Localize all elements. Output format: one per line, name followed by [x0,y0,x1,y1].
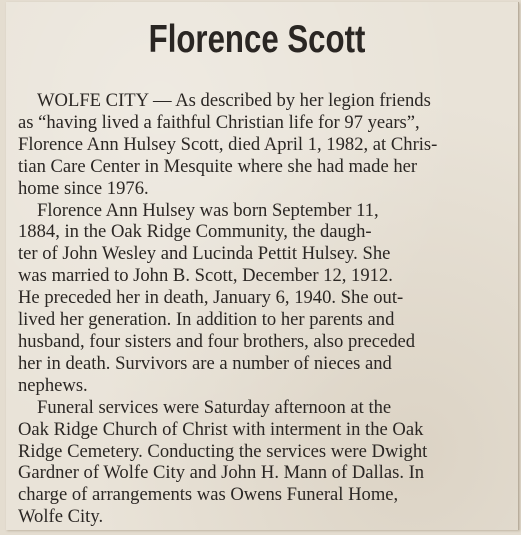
text-line: Ridge Cemetery. Conducting the services were Dwight [18,440,428,462]
text-line: Gardner of Wolfe City and John H. Mann of Dallas. In [18,462,425,484]
text-line: WOLFE CITY — As described by her legion friends [37,90,431,111]
text-line: 1884, in the Oak Ridge Community, the daugh- [18,221,372,243]
text-line: husband, four sisters and four brothers, also preceded [18,330,416,352]
text-line: Wolfe City. [18,506,104,528]
text-line: ter of John Wesley and Lucinda Pettit Hulsey. She [18,243,391,265]
paragraph-3 [18,397,516,528]
text-line: was married to John B. Scott, December 12, 1912. [18,265,393,287]
text-line: her in death. Survivors are a number of nieces and [18,352,392,374]
text-line: Oak Ridge Church of Christ with interment in the Oak [18,418,424,440]
text-line: He preceded her in death, January 6, 1940. She out- [18,287,404,309]
text-line: Florence Ann Hulsey was born September 11, [37,199,379,221]
text-line: tian Care Center in Mesquite where she had made her [18,155,418,177]
headline: Florence Scott [148,18,366,61]
newspaper-clipping [6,2,519,530]
text-line: lived her generation. In addition to her parents and [18,309,395,331]
paragraph-1 [18,90,516,200]
text-line: as “having lived a faithful Christian life for 97 years”, [18,111,420,133]
text-line: charge of arrangements was Owens Funeral Home, [18,484,399,506]
article-body [18,90,516,528]
paragraph-2 [18,200,516,397]
text-line: nephews. [18,374,88,396]
text-line: Funeral services were Saturday afternoon at the [37,396,392,418]
text-line: home since 1976. [18,177,149,199]
text-line: Florence Ann Hulsey Scott, died April 1, 1982, at Chris- [18,133,438,155]
